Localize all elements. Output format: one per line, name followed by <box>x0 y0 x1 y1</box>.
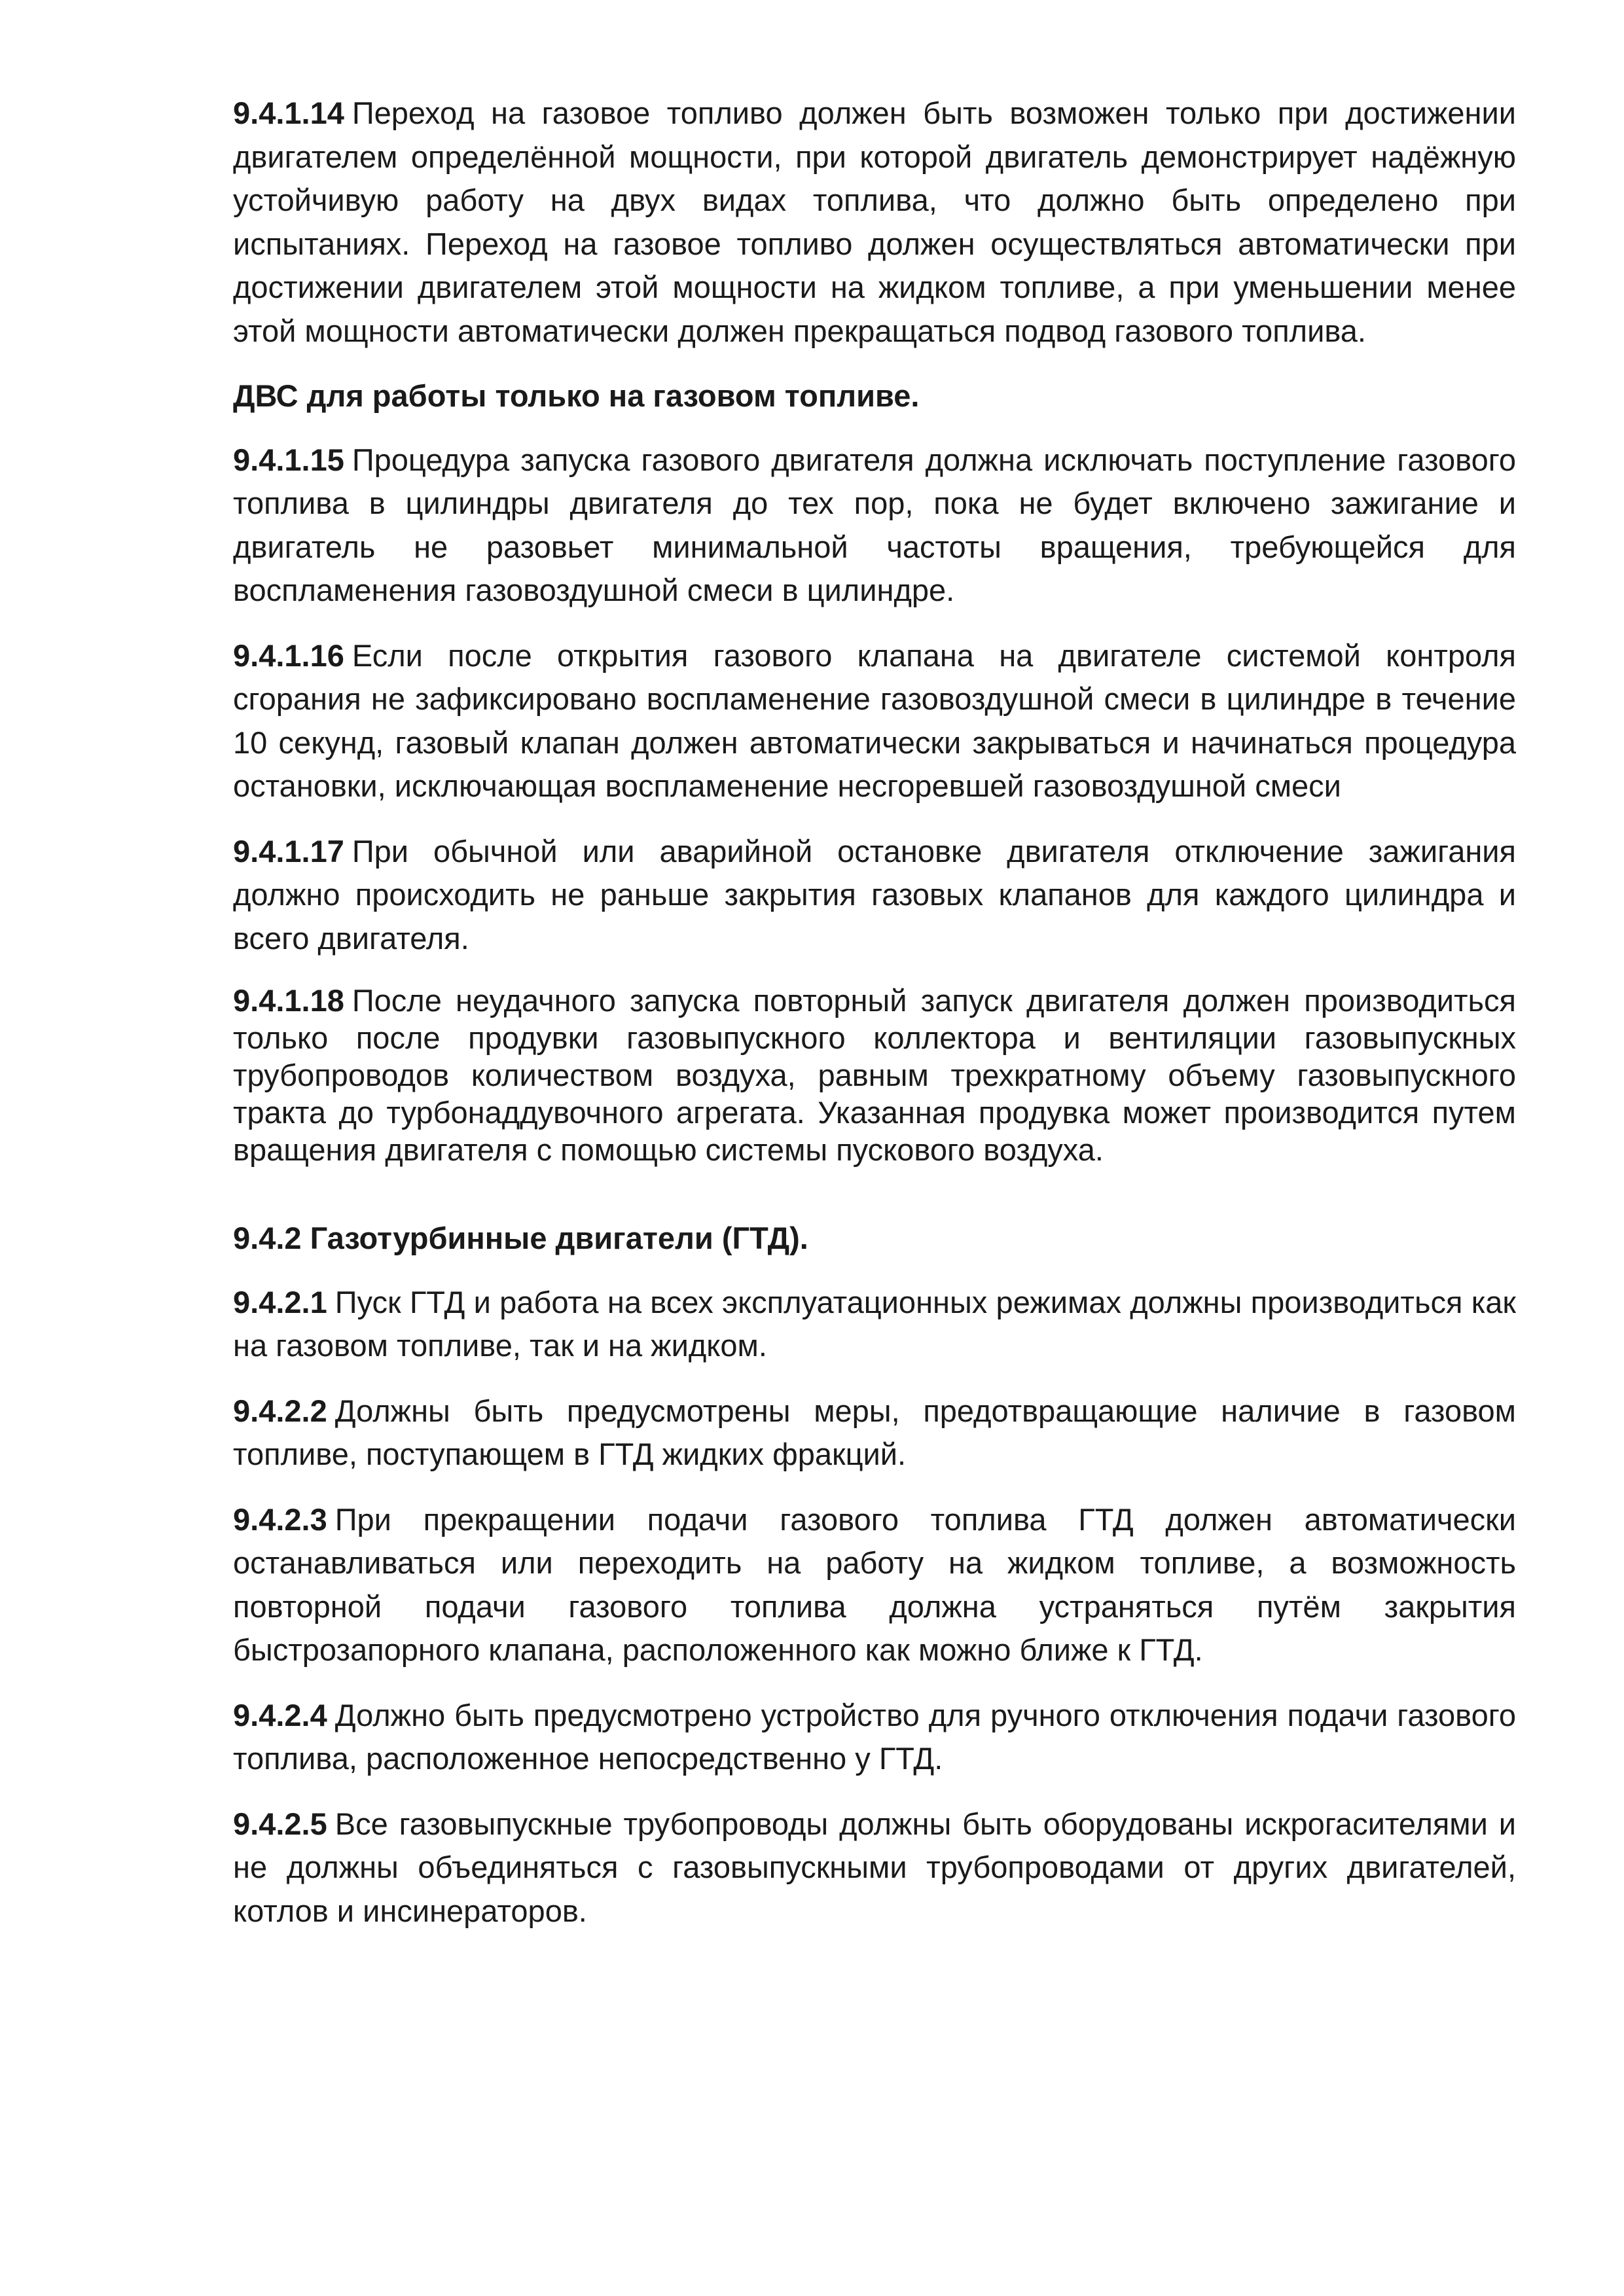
paragraph-text: При обычной или аварийной остановке двигателя отключение зажигания должно происходить не раньше закрытия газовых клапанов для каждого цилиндра и всего двигателя. <box>233 833 1516 956</box>
paragraph-number: 9.4.1.15 <box>233 442 344 477</box>
paragraph-9-4-1-18 <box>233 982 1516 1168</box>
paragraph-text: После неудачного запуска повторный запуск двигателя должен производиться только после продувки газовыпускного коллектора и вентиляции газовыпускных трубопроводов количеством воздуха, равным трехкратному объему газовыпускного тракта до турбонаддувочного агрегата. Указанная продувка может производится путем вращения двигателя с помощью системы пускового воздуха. <box>233 983 1516 1167</box>
paragraph-text: Должно быть предусмотрено устройство для ручного отключения подачи газового топлива, расположенное непосредственно у ГТД. <box>233 1697 1516 1776</box>
paragraph-number: 9.4.1.17 <box>233 833 344 869</box>
paragraph-text: Переход на газовое топливо должен быть возможен только при достижении двигателем определённой мощности, при которой двигатель демонстрирует надёжную устойчивую работу на двух видах топлива, что должно быть определено при испытаниях. Переход на газовое топливо должен осуществляться автоматически при достижении двигателем этой мощности на жидком топливе, а при уменьшении менее этой мощности автоматически должен прекращаться подвод газового топлива. <box>233 96 1516 348</box>
paragraph-9-4-2-3 <box>233 1498 1516 1672</box>
paragraph-9-4-2-5 <box>233 1803 1516 1933</box>
paragraph-9-4-1-16 <box>233 634 1516 808</box>
paragraph-text: Если после открытия газового клапана на двигателе системой контроля сгорания не зафиксировано воспламенение газовоздушной смеси в цилиндре в течение 10 секунд, газовый клапан должен автоматически закрываться и начинаться процедура остановки, исключающая воспламенение несгоревшей газовоздушной смеси <box>233 637 1516 803</box>
paragraph-number: 9.4.1.14 <box>233 96 344 130</box>
paragraph-number: 9.4.2.2 <box>233 1393 327 1428</box>
paragraph-9-4-2-4 <box>233 1694 1516 1781</box>
paragraph-text: Все газовыпускные трубопроводы должны быть оборудованы искрогасителями и не должны объединяться с газовыпускными трубопроводами от других двигателей, котлов и инсинераторов. <box>233 1806 1516 1928</box>
document-page <box>233 92 1516 1954</box>
paragraph-9-4-1-14 <box>233 92 1516 353</box>
paragraph-9-4-1-17 <box>233 830 1516 961</box>
paragraph-9-4-2-2 <box>233 1390 1516 1477</box>
paragraph-9-4-1-15 <box>233 439 1516 613</box>
paragraph-number: 9.4.2.5 <box>233 1806 327 1841</box>
paragraph-text: Должны быть предусмотрены меры, предотвращающие наличие в газовом топливе, поступающем в ГТД жидких фракций. <box>233 1393 1516 1471</box>
paragraph-number: 9.4.2.3 <box>233 1501 327 1537</box>
paragraph-text: Пуск ГТД и работа на всех эксплуатационных режимах должны производиться как на газовом топливе, так и на жидком. <box>233 1284 1516 1363</box>
paragraph-number: 9.4.2.1 <box>233 1284 327 1319</box>
section-heading-gtd: 9.4.2 Газотурбинные двигатели (ГТД). <box>233 1221 808 1255</box>
paragraph-number: 9.4.1.18 <box>233 983 344 1018</box>
paragraph-text: При прекращении подачи газового топлива ГТД должен автоматически останавливаться или переходить на работу на жидком топливе, а возможность повторной подачи газового топлива должна устраняться путём закрытия быстрозапорного клапана, расположенного как можно ближе к ГТД. <box>233 1501 1516 1667</box>
paragraph-number: 9.4.2.4 <box>233 1697 327 1732</box>
section-heading-gas-only: ДВС для работы только на газовом топливе. <box>233 378 920 413</box>
section-spacer <box>233 1168 1516 1217</box>
paragraph-text: Процедура запуска газового двигателя должна исключать поступление газового топлива в цилиндры двигателя до тех пор, пока не будет включено зажигание и двигатель не разовьет минимальной частоты вращения, требующейся для воспламенения газовоздушной смеси в цилиндре. <box>233 442 1516 607</box>
paragraph-9-4-2-1 <box>233 1281 1516 1368</box>
paragraph-number: 9.4.1.16 <box>233 637 344 673</box>
